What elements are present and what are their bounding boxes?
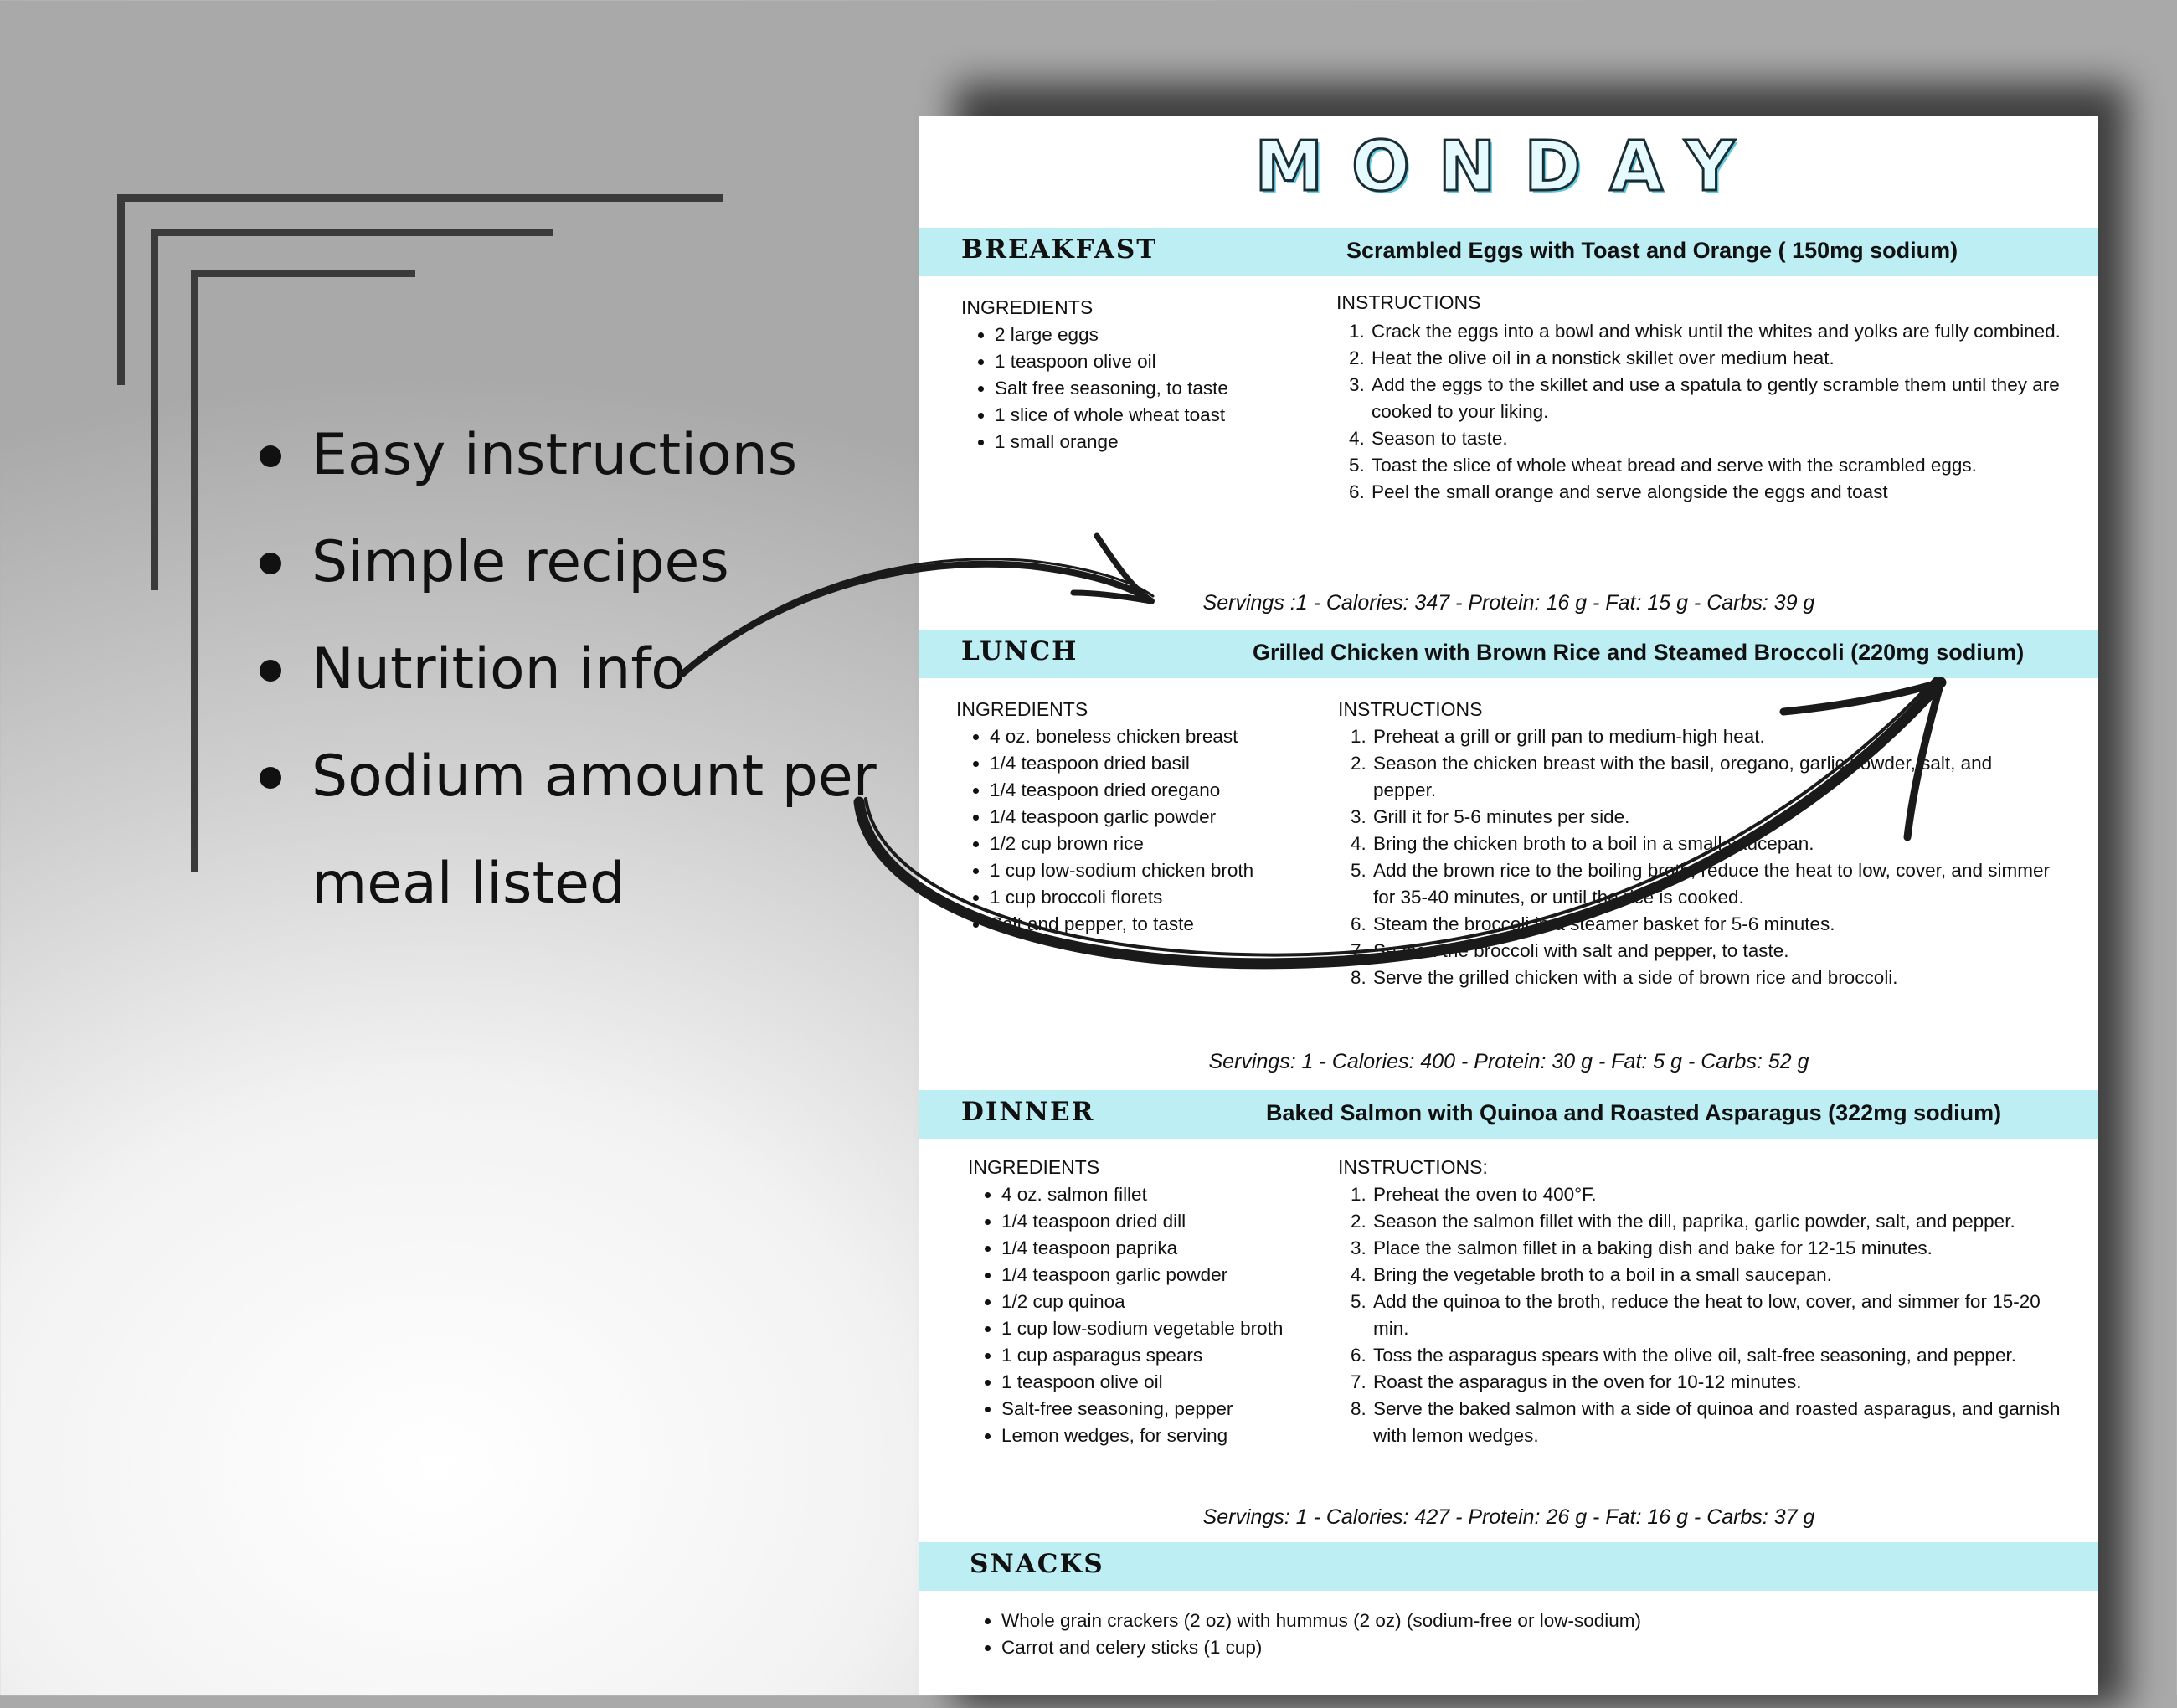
nutrition-info-dinner: Servings: 1 - Calories: 427 - Protein: 26 g - Fat: 16 g - Carbs: 37 g xyxy=(1202,1505,1815,1529)
ingredient-item: • 1/4 teaspoon dried oregano xyxy=(990,777,1341,804)
instruction-step: 1. Preheat the oven to 400°F. xyxy=(1372,1181,2071,1208)
nutrition-info-breakfast: Servings :1 - Calories: 347 - Protein: 16 g - Fat: 15 g - Carbs: 39 g xyxy=(1202,591,1815,615)
instruction-step: 5. Toast the slice of whole wheat bread and serve with the scrambled eggs. xyxy=(1370,452,2073,479)
instructions-list-breakfast xyxy=(1336,318,2073,506)
instruction-step: 5. Add the quinoa to the broth, reduce the heat to low, cover, and simmer for 15-20 min. xyxy=(1372,1289,2071,1342)
corner-line-middle-left xyxy=(151,229,158,590)
dish-title-breakfast: Scrambled Eggs with Toast and Orange ( 150mg sodium) xyxy=(1346,238,1958,263)
ingredient-item: • 1 cup low-sodium vegetable broth xyxy=(1001,1315,1353,1342)
feature-item: Simple recipes xyxy=(251,509,877,616)
instruction-step: 2. Season the chicken breast with the basil, oregano, garlic powder, salt, and pepper. xyxy=(1372,750,2058,804)
ingredients-header: INGREDIENTS xyxy=(956,698,1088,720)
ingredient-item: • 1/4 teaspoon dried basil xyxy=(990,750,1341,777)
corner-line-outer-left xyxy=(117,194,125,385)
ingredient-item: • 1 cup broccoli florets xyxy=(990,884,1341,911)
instruction-step: 3. Place the salmon fillet in a baking dish and bake for 12-15 minutes. xyxy=(1372,1235,2071,1262)
feature-item-continuation: meal listed xyxy=(311,851,626,917)
instruction-step: 7. Season the broccoli with salt and pepper, to taste. xyxy=(1372,938,2058,965)
feature-item: Easy instructions xyxy=(251,402,877,509)
ingredients-header: INGREDIENTS xyxy=(968,1156,1100,1178)
instruction-step: 8. Serve the baked salmon with a side of quinoa and roasted asparagus, and garnish with lemon wedges. xyxy=(1372,1396,2071,1449)
dinner-header-band xyxy=(919,1090,2098,1139)
ingredient-item: • 1 slice of whole wheat toast xyxy=(995,402,1321,429)
ingredient-item: • 4 oz. boneless chicken breast xyxy=(990,723,1341,750)
instructions-header: INSTRUCTIONS xyxy=(1338,698,1483,720)
meal-label-dinner: DINNER xyxy=(961,1097,1095,1127)
ingredient-item: • 1 cup low-sodium chicken broth xyxy=(990,857,1341,884)
ingredient-item: • 1/4 teaspoon dried dill xyxy=(1001,1208,1353,1235)
instruction-step: 3. Grill it for 5-6 minutes per side. xyxy=(1372,804,2058,831)
instruction-step: 6. Toss the asparagus spears with the olive oil, salt-free seasoning, and pepper. xyxy=(1372,1342,2071,1369)
ingredient-item: • Salt free seasoning, to taste xyxy=(995,375,1321,402)
snack-item: • Whole grain crackers (2 oz) with hummus (2 oz) (sodium-free or low-sodium) xyxy=(1001,1608,2006,1634)
feature-list xyxy=(251,402,877,938)
instruction-step: 6. Steam the broccoli in a steamer basket for 5-6 minutes. xyxy=(1372,911,2058,938)
corner-line-middle-top xyxy=(151,229,553,236)
corner-line-inner-top xyxy=(191,270,415,277)
ingredients-list-breakfast xyxy=(961,322,1321,455)
instruction-step: 4. Season to taste. xyxy=(1370,425,2073,452)
ingredient-item: • 1/4 teaspoon paprika xyxy=(1001,1235,1353,1262)
corner-line-inner-left xyxy=(191,270,198,872)
dish-title-dinner: Baked Salmon with Quinoa and Roasted Asparagus (322mg sodium) xyxy=(1266,1100,2002,1125)
ingredient-item: • 1/2 cup quinoa xyxy=(1001,1289,1353,1315)
ingredient-item: • Salt and pepper, to taste xyxy=(990,911,1341,938)
instruction-step: 6. Peel the small orange and serve alongside the eggs and toast xyxy=(1370,479,2073,506)
corner-line-outer-top xyxy=(117,194,723,202)
ingredients-header: INGREDIENTS xyxy=(961,296,1094,318)
instructions-list-dinner xyxy=(1338,1181,2071,1449)
meal-plan-page xyxy=(919,116,2098,1695)
ingredient-item: • 1 cup asparagus spears xyxy=(1001,1342,1353,1369)
snacks-list xyxy=(968,1608,2006,1661)
instructions-header: INSTRUCTIONS xyxy=(1336,291,1481,313)
nutrition-info-lunch: Servings: 1 - Calories: 400 - Protein: 30 g - Fat: 5 g - Carbs: 52 g xyxy=(1208,1050,1809,1073)
instruction-step: 8. Serve the grilled chicken with a side of brown rice and broccoli. xyxy=(1372,965,2058,991)
breakfast-header-band xyxy=(919,228,2098,276)
ingredient-item: • 1/2 cup brown rice xyxy=(990,831,1341,857)
meal-label-breakfast: BREAKFAST xyxy=(961,234,1158,265)
ingredients-list-dinner xyxy=(968,1181,1353,1449)
instruction-step: 1. Preheat a grill or grill pan to medium-high heat. xyxy=(1372,723,2058,750)
instruction-step: 4. Bring the vegetable broth to a boil in a small saucepan. xyxy=(1372,1262,2071,1289)
ingredient-item: • 1 teaspoon olive oil xyxy=(995,348,1321,375)
instructions-list-lunch xyxy=(1338,723,2058,991)
instruction-step: 2. Season the salmon fillet with the dill, paprika, garlic powder, salt, and pepper. xyxy=(1372,1208,2071,1235)
ingredient-item: • 1 small orange xyxy=(995,429,1321,455)
feature-item: Nutrition info xyxy=(251,616,877,723)
ingredients-list-lunch xyxy=(956,723,1341,938)
lunch-header-band xyxy=(919,630,2098,678)
instructions-header: INSTRUCTIONS: xyxy=(1338,1156,1488,1178)
day-title: MONDAY xyxy=(1254,127,1763,207)
snack-item: • Carrot and celery sticks (1 cup) xyxy=(1001,1634,2006,1661)
ingredient-item: • 1/4 teaspoon garlic powder xyxy=(1001,1262,1353,1289)
feature-item: Sodium amount per xyxy=(251,723,877,831)
instruction-step: 1. Crack the eggs into a bowl and whisk until the whites and yolks are fully combined. xyxy=(1370,318,2073,345)
ingredient-item: • 2 large eggs xyxy=(995,322,1321,348)
instruction-step: 2. Heat the olive oil in a nonstick skillet over medium heat. xyxy=(1370,345,2073,372)
instruction-step: 5. Add the brown rice to the boiling broth, reduce the heat to low, cover, and simmer for 35-40 minutes, or until the rice is cooked. xyxy=(1372,857,2058,911)
ingredient-item: • 1/4 teaspoon garlic powder xyxy=(990,804,1341,831)
meal-label-snacks: SNACKS xyxy=(970,1549,1104,1579)
snacks-header-band xyxy=(919,1542,2098,1591)
instruction-step: 3. Add the eggs to the skillet and use a spatula to gently scramble them until they are cooked to your liking. xyxy=(1370,372,2073,425)
dish-title-lunch: Grilled Chicken with Brown Rice and Steamed Broccoli (220mg sodium) xyxy=(1253,640,2025,665)
instruction-step: 4. Bring the chicken broth to a boil in a small saucepan. xyxy=(1372,831,2058,857)
ingredient-item: • Salt-free seasoning, pepper xyxy=(1001,1396,1353,1422)
ingredient-item: • 1 teaspoon olive oil xyxy=(1001,1369,1353,1396)
instruction-step: 7. Roast the asparagus in the oven for 10-12 minutes. xyxy=(1372,1369,2071,1396)
meal-label-lunch: LUNCH xyxy=(961,636,1078,666)
ingredient-item: • Lemon wedges, for serving xyxy=(1001,1422,1353,1449)
ingredient-item: • 4 oz. salmon fillet xyxy=(1001,1181,1353,1208)
